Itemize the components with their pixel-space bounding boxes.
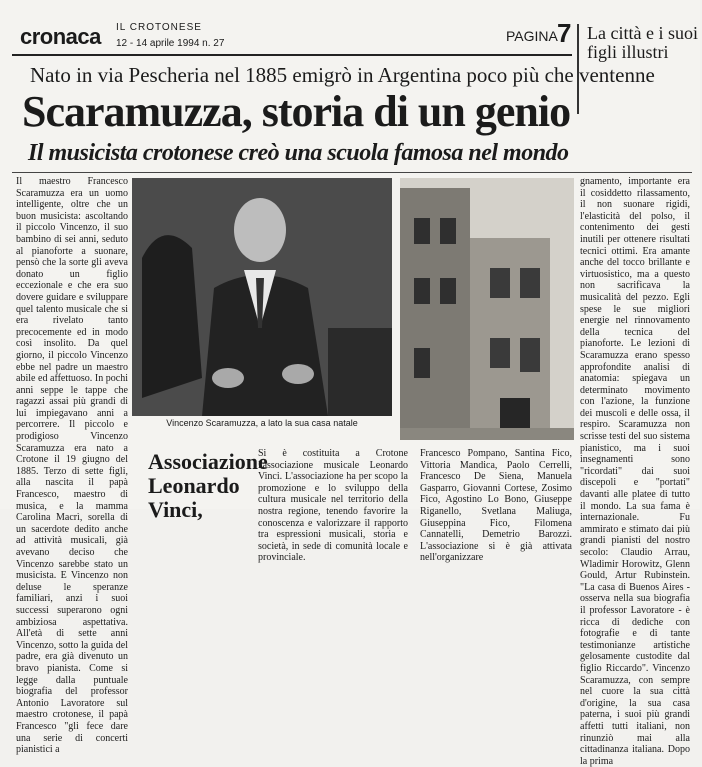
article-column-right: gnamento, importante era il cosiddetto rilassamento, il non suonare rigidi, l'elasticità del polso, il contenimento dei gesti inutili per ottenere risultati tecnici ottimi. Era amante anche del tocco brillante e virtuosistico, ma a questo non sacrificava la musicalità del pezzo. Egli spese le sue migliori energie nel rinnovamento della tecnica del pianoforte. Le lezioni di Scaramuzza erano spesso approfondite analisi di anatomia: spiegava un determinato movimento con l'azione, la funzione dei muscoli e delle ossa, il respiro. Scaramuzza non scrisse testi del suo sistema pianistico, ma i suoi insegnamenti sono "ricordati" dai suoi discepoli e "portati" davanti alle platee di tutto il mondo. La sua fama è internazionale. Fu ammirato e stimato dai più grandi pianisti del nostro secolo: Claudio Arrau, Wladimir Horowitz, Glenn Gould, Artur Rubinstein. "La casa di Buenos Aires - osserva nella sua biografia il professor Lavoratore - è ricca di dediche con fotografie e di tante testimonianze artistiche gelosamente custodite dal figlio Riccardo". Vincenzo Scaramuzza, con sempre nel cuore la sua città d'origine, la sua casa paterna, i suoi più grandi affetti tutti italiani, non rinunziò mai alla cittadinanza italiana. Dopo la prima xyxy=(580,176,690,767)
sidebar-column-a: Si è costituita a Crotone l'associazione musicale Leonardo Vinci. L'associazione ha per scopo la promozione e lo sviluppo della cultura musicale nel territorio della nostra regione, tenendo favorire la conoscenza e valorizzare il rapporto tra espressioni musicali, storia e società, in sede di comunità locale e provinciale. xyxy=(258,448,408,564)
pagina-label: PAGINA xyxy=(506,28,558,44)
publication-name: IL CROTONESE xyxy=(116,22,202,33)
photo-caption: Vincenzo Scaramuzza, a lato la sua casa natale xyxy=(166,418,358,428)
overhead-line: Nato in via Pescheria nel 1885 emigrò in Argentina poco più che ventenne xyxy=(30,63,655,87)
section-title: cronaca xyxy=(20,24,101,49)
headline: Scaramuzza, storia di un genio xyxy=(22,87,571,136)
header-rule xyxy=(12,54,572,56)
issue-date: 12 - 14 aprile 1994 n. 27 xyxy=(116,38,225,49)
house-photo xyxy=(400,178,574,440)
portrait-illustration xyxy=(132,178,392,416)
divider xyxy=(12,172,692,173)
subheadline: Il musicista crotonese creò una scuola famosa nel mondo xyxy=(28,140,569,166)
article-column-left: Il maestro Francesco Scaramuzza era un uomo intelligente, oltre che un buon musicista: ascoltando il piccolo Vincenzo, il suo bambino di sei anni, seduto al pianoforte a suonare, pensò che la sorte gli aveva donato un figlio eccezionale e che era suo dovere guidare e sviluppare quel talento musicale che si era rivelato tanto precocemente ed in modo così insolito. Da quel giorno, il piccolo Vincenzo ebbe nel padre un maestro abile ed affettuoso. In pochi anni seppe le tappe che ragazzi assai più grandi di lui impiegavano anni a percorrere. Il piccolo e prodigioso Vincenzo Scaramuzza era nato a Crotone il 19 giugno del 1885. Terzo di sette figli, alla nascita il papà Francesco, maestro di musica, e la mamma Carolina Macrì, sorella di un sacerdote dedito anche ad attività musicali, già avevano deciso che Vincenzo sarebbe stato un musicista. E Vincenzo non deluse le speranze familiari, anzi i suoi successi superarono ogni ambiziosa aspettativa. All'età di sette anni Vincenzo, sotto la guida del padre, era già divenuto un bravo pianista. Come si legge dalla puntuale biografia del professor Antonio Lavoratore sul maestro crotonese, il papà Francesco "gli fece dare una serie di concerti pianistici a xyxy=(16,176,128,756)
rubric-box: La città e i suoi figli illustri xyxy=(577,24,702,114)
sidebar-heading: Associazione Leonardo Vinci, xyxy=(148,449,268,522)
portrait-photo xyxy=(132,178,392,416)
house-illustration xyxy=(400,178,574,440)
sidebar-column-b: Francesco Pompano, Santina Fico, Vittoria Mandica, Paolo Cerrelli, Francesco De Siena, Manuela Gasparro, Giovanni Cortese, Zosimo Fico, Agostino Lo Bono, Giuseppe Riganello, Svetlana Maliuga, Giuseppina Fico, Filomena Cannatelli, Demetrio Barozzi. L'associazione si è già attivata nell'organizzare xyxy=(420,448,572,564)
page-number: 7 xyxy=(557,18,572,48)
